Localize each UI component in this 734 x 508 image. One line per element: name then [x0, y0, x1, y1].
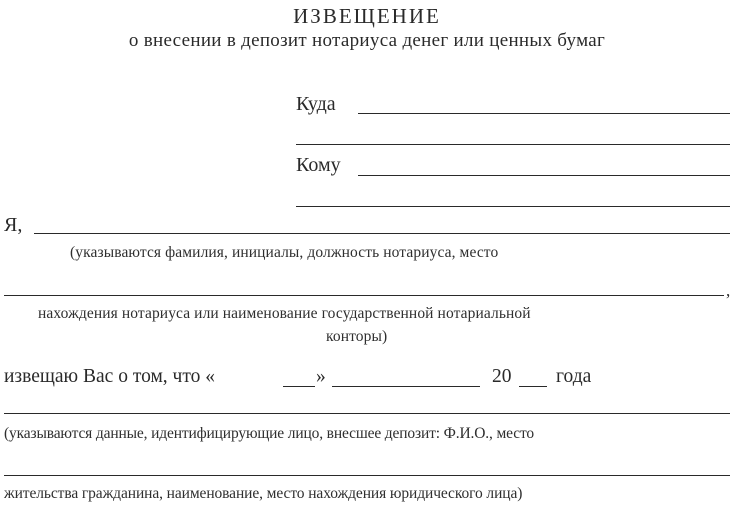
to-whom-line-2[interactable] — [296, 206, 730, 207]
form-subtitle: о внесении в депозит нотариуса денег или ценных бумаг — [128, 30, 606, 51]
to-where-label: Куда — [296, 93, 336, 115]
notary-note-3: конторы) — [326, 328, 388, 345]
depositor-line-1[interactable] — [4, 413, 730, 414]
month-field[interactable] — [332, 386, 480, 387]
to-whom-line-1[interactable] — [358, 175, 730, 176]
year-prefix: 20 — [492, 366, 512, 387]
depositor-line-2[interactable] — [4, 475, 730, 476]
comma: , — [726, 281, 731, 300]
notary-line-2[interactable] — [4, 295, 724, 296]
i-label: Я, — [4, 214, 23, 236]
notary-line-1[interactable] — [34, 233, 730, 234]
year-suffix: года — [556, 366, 592, 387]
to-where-line-2[interactable] — [296, 144, 730, 145]
quote-close: » — [316, 366, 326, 387]
day-field[interactable] — [283, 386, 315, 387]
year-field[interactable] — [519, 386, 547, 387]
notary-note-2: нахождения нотариуса или наименование государственной нотариальной — [38, 305, 531, 322]
notice-text: извещаю Вас о том, что « — [4, 366, 215, 387]
form-title: ИЗВЕЩЕНИЕ — [293, 4, 441, 28]
depositor-note-2: жительства гражданина, наименование, место нахождения юридического лица) — [4, 485, 523, 502]
to-whom-label: Кому — [296, 154, 341, 176]
notary-note-1: (указываются фамилия, инициалы, должность нотариуса, место — [70, 244, 499, 261]
depositor-note-1: (указываются данные, идентифицирующие лицо, внесшее депозит: Ф.И.О., место — [4, 425, 534, 442]
to-where-line-1[interactable] — [358, 113, 730, 114]
